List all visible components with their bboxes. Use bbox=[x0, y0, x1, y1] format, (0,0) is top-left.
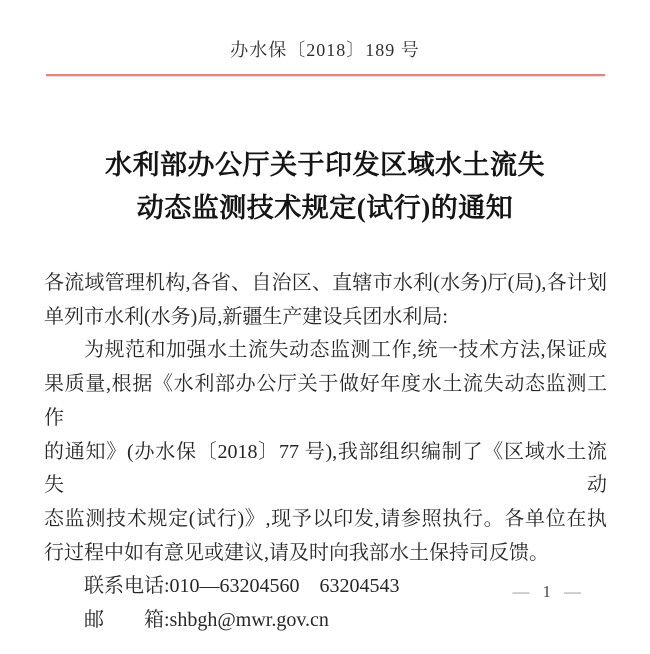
red-divider-line bbox=[46, 74, 605, 76]
contact-email-line: 邮 箱:shbgh@mwr.gov.cn bbox=[84, 609, 329, 632]
body-line-paragraph-2: 果质量,根据《水利部办公厅关于做好年度水土流失动态监测工作 bbox=[44, 373, 607, 429]
document-title-line1: 水利部办公厅关于印发区域水土流失 bbox=[105, 150, 545, 180]
doc-number: 办水保〔2018〕189 号 bbox=[230, 40, 420, 60]
body-line-salutation-1: 各流域管理机构,各省、自治区、直辖市水利(水务)厅(局),各计划 bbox=[44, 272, 607, 294]
document-title bbox=[0, 144, 650, 230]
contact-phone-line: 联系电话:010—63204560 63204543 bbox=[84, 575, 400, 598]
page-number bbox=[513, 582, 582, 602]
document-title-line2: 动态监测技术规定(试行)的通知 bbox=[136, 193, 514, 223]
body-line-paragraph-5: 行过程中如有意见或建议,请及时向我部水土保持司反馈。 bbox=[44, 541, 549, 564]
body-line-paragraph-4: 态监测技术规定(试行)》,现予以印发,请参照执行。各单位在执 bbox=[44, 507, 607, 530]
page-number-value: 1 bbox=[542, 582, 551, 601]
body-line-salutation-2: 单列市水利(水务)局,新疆生产建设兵团水利局: bbox=[44, 305, 448, 328]
body-line-paragraph-1: 为规范和加强水土流失动态监测工作,统一技术方法,保证成 bbox=[84, 339, 607, 362]
body-line-paragraph-3: 的通知》(办水保〔2018〕77 号),我部组织编制了《区域水土流失动 bbox=[44, 440, 607, 497]
page-number-dash-right: — bbox=[564, 582, 581, 601]
page-number-dash-left: — bbox=[512, 582, 530, 601]
